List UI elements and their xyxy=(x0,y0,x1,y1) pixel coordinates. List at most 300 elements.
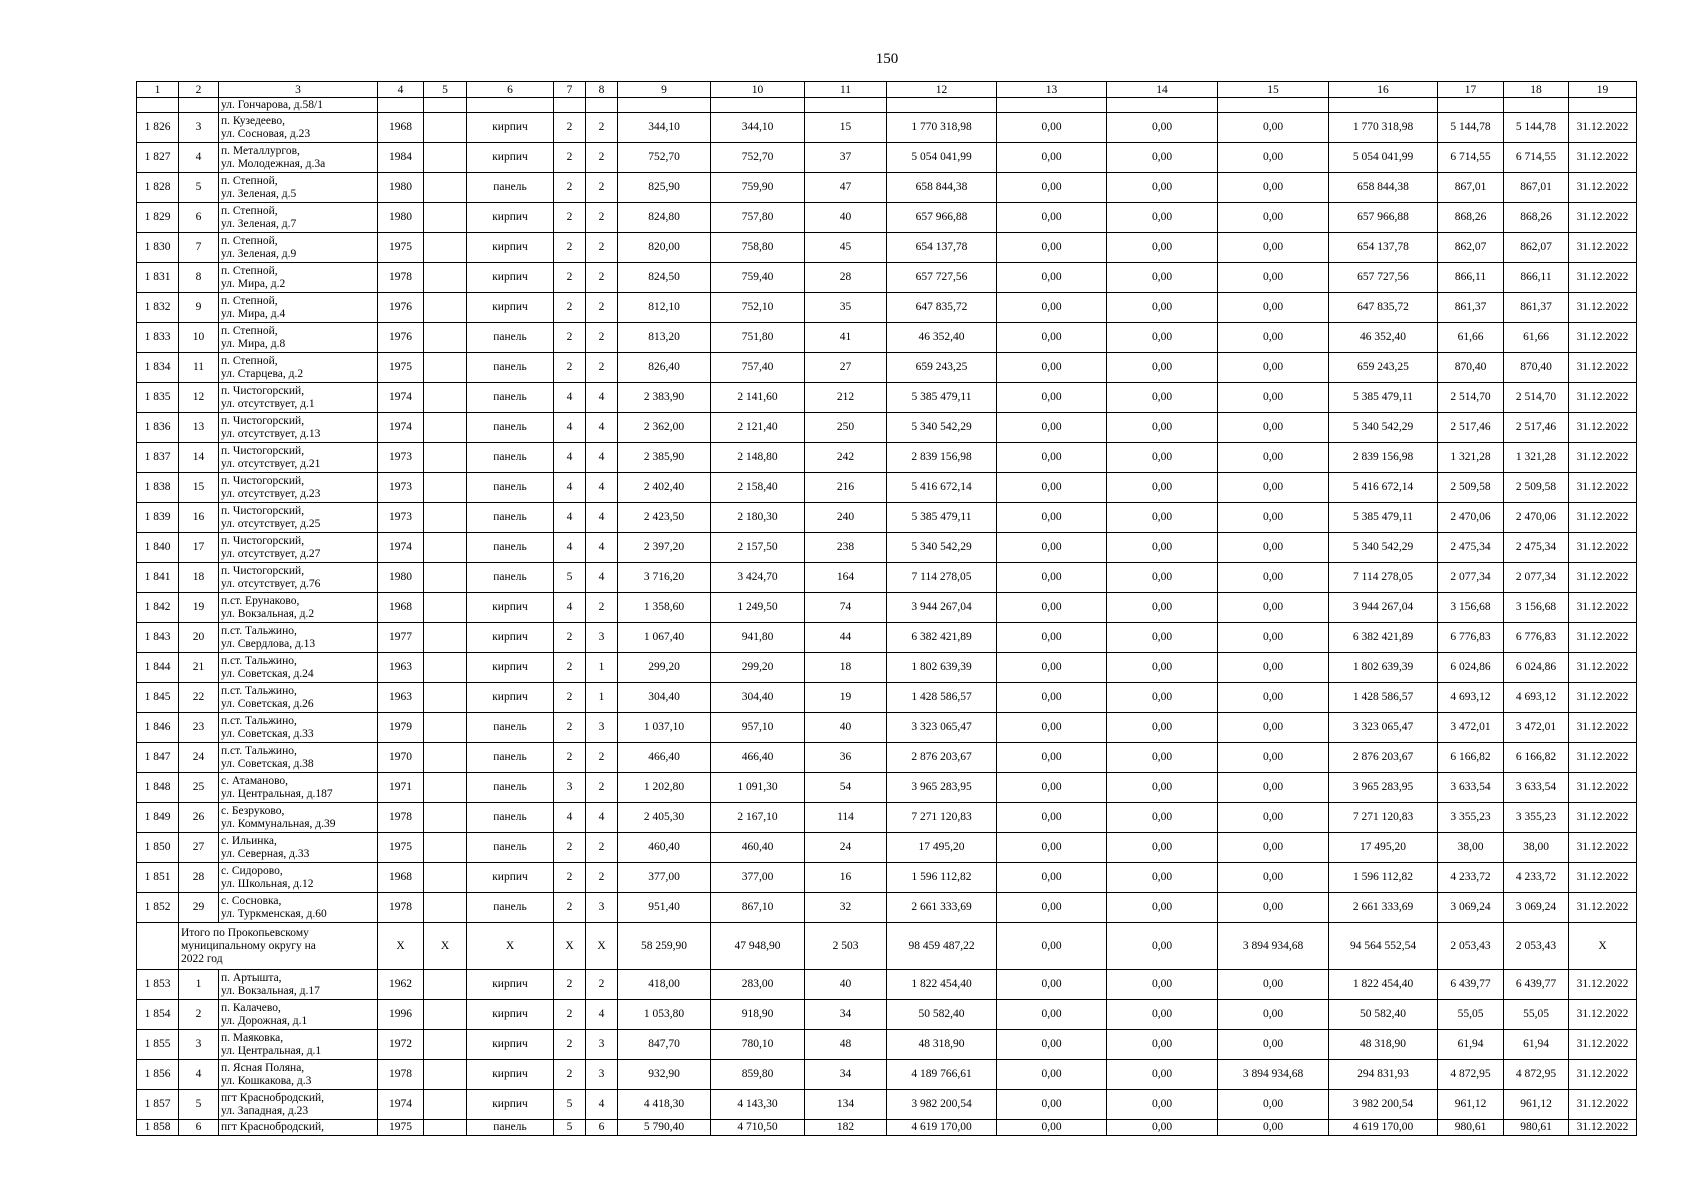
table-cell: 11 xyxy=(179,353,219,383)
table-cell: 2 839 156,98 xyxy=(1329,443,1438,473)
table-cell: 1 850 xyxy=(137,833,179,863)
table-cell: 17 xyxy=(179,533,219,563)
table-cell: 0,00 xyxy=(997,173,1107,203)
table-cell: 6 xyxy=(179,203,219,233)
total-cell: 58 259,90 xyxy=(618,923,711,970)
table-cell: 0,00 xyxy=(997,863,1107,893)
table-cell: 4 xyxy=(586,1090,618,1120)
address-line: ул. Советская, д.38 xyxy=(221,757,314,770)
table-row xyxy=(137,773,1637,803)
table-cell: 4 xyxy=(586,473,618,503)
table-cell: 2 517,46 xyxy=(1504,413,1569,443)
table-cell: 0,00 xyxy=(1218,443,1329,473)
table-cell: 0,00 xyxy=(1107,803,1218,833)
table-cell: 1 828 xyxy=(137,173,179,203)
table-cell: кирпич xyxy=(467,593,554,623)
address-line: ул. Дорожная, д.1 xyxy=(221,1014,308,1027)
column-number-cell: 13 xyxy=(997,82,1107,98)
empty-cell xyxy=(467,98,554,113)
table-cell: 2 xyxy=(554,653,586,683)
table-cell: 1984 xyxy=(378,143,424,173)
address-cell xyxy=(219,893,378,923)
table-cell: 2 xyxy=(554,833,586,863)
table-cell: 10 xyxy=(179,323,219,353)
table-cell: 31.12.2022 xyxy=(1569,833,1637,863)
table-cell: 27 xyxy=(179,833,219,863)
table-cell: панель xyxy=(467,1120,554,1136)
table-cell: 1 853 xyxy=(137,970,179,1000)
table-cell: 1978 xyxy=(378,1060,424,1090)
empty-cell xyxy=(887,98,997,113)
table-cell: 758,80 xyxy=(711,233,805,263)
table-cell: 2 402,40 xyxy=(618,473,711,503)
table-cell xyxy=(424,203,467,233)
table-cell: 0,00 xyxy=(1218,863,1329,893)
address-cell xyxy=(219,773,378,803)
table-cell: 759,90 xyxy=(711,173,805,203)
table-cell: 31.12.2022 xyxy=(1569,593,1637,623)
table-cell: 867,10 xyxy=(711,893,805,923)
table-cell: 4 xyxy=(554,533,586,563)
table-cell: 2 514,70 xyxy=(1504,383,1569,413)
table-cell: 37 xyxy=(805,143,887,173)
table-cell: 1 833 xyxy=(137,323,179,353)
table-cell: 2 xyxy=(586,353,618,383)
table-cell: 4 xyxy=(554,593,586,623)
table-cell: 2 158,40 xyxy=(711,473,805,503)
table-cell: 1 840 xyxy=(137,533,179,563)
table-cell: 1 835 xyxy=(137,383,179,413)
table-cell: 2 xyxy=(554,353,586,383)
table-cell: 3 323 065,47 xyxy=(1329,713,1438,743)
address-cell xyxy=(219,503,378,533)
table-cell: 31.12.2022 xyxy=(1569,713,1637,743)
table-cell: 4 xyxy=(554,503,586,533)
address-cell xyxy=(219,1120,378,1136)
table-cell: 41 xyxy=(805,323,887,353)
table-cell: 951,40 xyxy=(618,893,711,923)
table-cell: 46 352,40 xyxy=(1329,323,1438,353)
address-line: ул. Зеленая, д.5 xyxy=(221,187,297,200)
address-cell xyxy=(219,970,378,1000)
table-cell: 2 xyxy=(554,233,586,263)
table-cell: 654 137,78 xyxy=(887,233,997,263)
table-cell: 31.12.2022 xyxy=(1569,653,1637,683)
table-cell: 5 xyxy=(554,1120,586,1136)
table-cell: 0,00 xyxy=(1107,713,1218,743)
table-cell: 3 156,68 xyxy=(1504,593,1569,623)
table-cell: 2 xyxy=(586,323,618,353)
table-cell: 2 362,00 xyxy=(618,413,711,443)
address-line: ул. отсутствует, д.1 xyxy=(221,397,315,410)
table-cell: 867,01 xyxy=(1504,173,1569,203)
table-cell: 6 776,83 xyxy=(1504,623,1569,653)
table-cell: 1 822 454,40 xyxy=(1329,970,1438,1000)
table-cell: 1972 xyxy=(378,1030,424,1060)
address-line: ул. Гончарова, д.58/1 xyxy=(221,98,323,111)
table-cell: 1 844 xyxy=(137,653,179,683)
table-cell: 5 385 479,11 xyxy=(887,503,997,533)
table-cell: 31.12.2022 xyxy=(1569,683,1637,713)
table-cell: 0,00 xyxy=(997,293,1107,323)
table-cell: 50 582,40 xyxy=(1329,1000,1438,1030)
table-cell: 13 xyxy=(179,413,219,443)
table-cell: 2 509,58 xyxy=(1438,473,1504,503)
table-cell: 0,00 xyxy=(1218,893,1329,923)
table-cell: 1 848 xyxy=(137,773,179,803)
table-cell: панель xyxy=(467,443,554,473)
table-row xyxy=(137,443,1637,473)
table-cell: 3 965 283,95 xyxy=(1329,773,1438,803)
table-cell: 0,00 xyxy=(1107,1060,1218,1090)
table-cell: 4 xyxy=(179,1060,219,1090)
table-cell: 0,00 xyxy=(1107,683,1218,713)
table-cell: 32 xyxy=(805,893,887,923)
address-line: п. Чистогорский, xyxy=(221,474,305,487)
table-cell: 1 xyxy=(586,683,618,713)
table-cell: 0,00 xyxy=(1107,233,1218,263)
table-row xyxy=(137,293,1637,323)
table-cell: 48 318,90 xyxy=(1329,1030,1438,1060)
table-cell: 757,40 xyxy=(711,353,805,383)
table-cell: 17 495,20 xyxy=(887,833,997,863)
address-line: ул. отсутствует, д.27 xyxy=(221,547,321,560)
page-number: 150 xyxy=(875,51,899,67)
table-cell: 6 xyxy=(179,1120,219,1136)
table-cell xyxy=(424,1120,467,1136)
table-cell: кирпич xyxy=(467,263,554,293)
column-number-cell: 14 xyxy=(1107,82,1218,98)
address-cell xyxy=(219,1090,378,1120)
total-cell: 0,00 xyxy=(997,923,1107,970)
table-cell: 45 xyxy=(805,233,887,263)
table-cell: 2 876 203,67 xyxy=(1329,743,1438,773)
address-cell xyxy=(219,113,378,143)
table-cell: 48 318,90 xyxy=(887,1030,997,1060)
table-cell: 820,00 xyxy=(618,233,711,263)
table-cell: 0,00 xyxy=(1218,833,1329,863)
table-cell: 2 xyxy=(554,173,586,203)
table-cell: кирпич xyxy=(467,143,554,173)
table-cell: 1 249,50 xyxy=(711,593,805,623)
table-cell: 2 423,50 xyxy=(618,503,711,533)
address-line: п. Степной, xyxy=(221,354,278,367)
table-cell: 1975 xyxy=(378,233,424,263)
table-cell: 14 xyxy=(179,443,219,473)
table-cell: 6 382 421,89 xyxy=(1329,623,1438,653)
table-cell: 0,00 xyxy=(997,443,1107,473)
address-line: п. Чистогорский, xyxy=(221,384,305,397)
address-line: ул. Коммунальная, д.39 xyxy=(221,817,336,830)
address-line: ул. Кошкакова, д.3 xyxy=(221,1074,312,1087)
address-cell xyxy=(219,263,378,293)
table-row xyxy=(137,98,1637,113)
table-cell: 1 834 xyxy=(137,353,179,383)
table-cell: панель xyxy=(467,353,554,383)
table-cell: 825,90 xyxy=(618,173,711,203)
table-cell: 980,61 xyxy=(1438,1120,1504,1136)
table-cell: 2 xyxy=(554,263,586,293)
table-cell xyxy=(424,353,467,383)
total-cell: X xyxy=(424,923,467,970)
table-row xyxy=(137,503,1637,533)
address-line: ул. Сосновая, д.23 xyxy=(221,127,311,140)
table-cell: 1 855 xyxy=(137,1030,179,1060)
table-cell: 18 xyxy=(805,653,887,683)
column-number-cell: 4 xyxy=(378,82,424,98)
table-row xyxy=(137,533,1637,563)
table-cell: 4 xyxy=(554,413,586,443)
table-cell: кирпич xyxy=(467,1030,554,1060)
table-cell xyxy=(424,970,467,1000)
table-cell: 1975 xyxy=(378,833,424,863)
table-cell: 1 847 xyxy=(137,743,179,773)
table-cell: 0,00 xyxy=(1218,593,1329,623)
table-cell: 28 xyxy=(179,863,219,893)
address-cell xyxy=(219,743,378,773)
table-cell: 2 xyxy=(586,263,618,293)
housing-register-table xyxy=(136,81,1637,1136)
table-cell: 1980 xyxy=(378,173,424,203)
table-cell xyxy=(424,113,467,143)
column-number-cell: 15 xyxy=(1218,82,1329,98)
table-row xyxy=(137,353,1637,383)
column-number-cell: 16 xyxy=(1329,82,1438,98)
empty-cell xyxy=(554,98,586,113)
table-cell: 2 405,30 xyxy=(618,803,711,833)
table-cell: 238 xyxy=(805,533,887,563)
table-cell: 2 180,30 xyxy=(711,503,805,533)
table-cell: 0,00 xyxy=(1107,323,1218,353)
table-row xyxy=(137,173,1637,203)
table-cell xyxy=(424,473,467,503)
address-cell xyxy=(219,203,378,233)
table-row xyxy=(137,383,1637,413)
table-cell: 1976 xyxy=(378,323,424,353)
table-cell: 0,00 xyxy=(1107,353,1218,383)
table-cell: 0,00 xyxy=(1218,233,1329,263)
empty-cell xyxy=(137,98,179,113)
column-number-cell: 3 xyxy=(219,82,378,98)
table-cell: 0,00 xyxy=(1218,1120,1329,1136)
address-cell xyxy=(219,413,378,443)
table-cell xyxy=(424,713,467,743)
table-cell xyxy=(424,563,467,593)
table-cell: 2 xyxy=(586,173,618,203)
table-cell: 6 166,82 xyxy=(1504,743,1569,773)
address-cell xyxy=(219,293,378,323)
empty-cell xyxy=(711,98,805,113)
address-line: ул. Центральная, д.1 xyxy=(221,1044,322,1057)
table-cell: 2 xyxy=(586,743,618,773)
table-cell: 847,70 xyxy=(618,1030,711,1060)
address-line: п.ст. Тальжино, xyxy=(221,684,297,697)
table-cell: 867,01 xyxy=(1438,173,1504,203)
table-cell: 0,00 xyxy=(1218,173,1329,203)
table-cell xyxy=(424,653,467,683)
address-line: п. Степной, xyxy=(221,324,278,337)
table-row xyxy=(137,563,1637,593)
table-cell: 1 849 xyxy=(137,803,179,833)
table-cell: 0,00 xyxy=(1107,413,1218,443)
table-cell: 868,26 xyxy=(1438,203,1504,233)
table-cell: 0,00 xyxy=(997,713,1107,743)
table-cell: 0,00 xyxy=(1107,743,1218,773)
table-cell: 1 845 xyxy=(137,683,179,713)
table-cell: 0,00 xyxy=(1107,653,1218,683)
table-cell: 2 xyxy=(554,113,586,143)
table-cell: 0,00 xyxy=(997,413,1107,443)
table-cell: 0,00 xyxy=(1107,623,1218,653)
table-cell: 5 054 041,99 xyxy=(1329,143,1438,173)
table-cell: 0,00 xyxy=(1107,503,1218,533)
table-cell: 2 383,90 xyxy=(618,383,711,413)
address-line: п.ст. Тальжино, xyxy=(221,744,297,757)
table-cell: 28 xyxy=(805,263,887,293)
table-cell: 3 xyxy=(586,893,618,923)
table-cell: 61,66 xyxy=(1438,323,1504,353)
table-row xyxy=(137,143,1637,173)
table-cell xyxy=(424,1090,467,1120)
table-cell: 31.12.2022 xyxy=(1569,173,1637,203)
column-number-cell: 12 xyxy=(887,82,997,98)
table-cell: 659 243,25 xyxy=(1329,353,1438,383)
table-cell: 31.12.2022 xyxy=(1569,803,1637,833)
address-line: п.ст. Тальжино, xyxy=(221,714,297,727)
address-line: ул. Зеленая, д.7 xyxy=(221,217,297,230)
table-cell: 3 069,24 xyxy=(1438,893,1504,923)
table-row xyxy=(137,203,1637,233)
address-cell xyxy=(219,713,378,743)
table-cell: 1 321,28 xyxy=(1504,443,1569,473)
table-cell: 31.12.2022 xyxy=(1569,773,1637,803)
table-cell: 752,70 xyxy=(711,143,805,173)
table-cell: кирпич xyxy=(467,113,554,143)
table-cell: 1 802 639,39 xyxy=(1329,653,1438,683)
table-cell: 862,07 xyxy=(1504,233,1569,263)
column-number-cell: 19 xyxy=(1569,82,1637,98)
table-cell: 2 xyxy=(586,863,618,893)
table-cell: 26 xyxy=(179,803,219,833)
table-cell: 1 858 xyxy=(137,1120,179,1136)
table-row xyxy=(137,233,1637,263)
table-cell: 1 857 xyxy=(137,1090,179,1120)
table-cell: 647 835,72 xyxy=(887,293,997,323)
table-cell: 0,00 xyxy=(1107,893,1218,923)
table-cell: 0,00 xyxy=(1107,383,1218,413)
table-cell: 1 321,28 xyxy=(1438,443,1504,473)
table-cell: 31.12.2022 xyxy=(1569,533,1637,563)
table-cell: 55,05 xyxy=(1438,1000,1504,1030)
table-cell: 4 xyxy=(586,413,618,443)
table-cell: 0,00 xyxy=(1218,263,1329,293)
table-cell: 2 xyxy=(554,970,586,1000)
address-cell xyxy=(219,98,378,113)
table-cell: 4 872,95 xyxy=(1504,1060,1569,1090)
table-cell: кирпич xyxy=(467,233,554,263)
table-cell: 4 693,12 xyxy=(1504,683,1569,713)
table-cell: 1 836 xyxy=(137,413,179,443)
table-cell: 1 067,40 xyxy=(618,623,711,653)
table-cell: 0,00 xyxy=(997,203,1107,233)
table-cell: 0,00 xyxy=(997,1030,1107,1060)
table-row xyxy=(137,1000,1637,1030)
table-cell: 3 xyxy=(586,1060,618,1090)
table-cell: 1974 xyxy=(378,1090,424,1120)
table-cell: 870,40 xyxy=(1438,353,1504,383)
table-cell: 216 xyxy=(805,473,887,503)
table-row xyxy=(137,1120,1637,1136)
table-cell: 1 838 xyxy=(137,473,179,503)
address-line: п. Чистогорский, xyxy=(221,564,305,577)
table-cell: 31.12.2022 xyxy=(1569,473,1637,503)
address-cell xyxy=(219,1000,378,1030)
table-row xyxy=(137,833,1637,863)
table-cell: 31.12.2022 xyxy=(1569,1090,1637,1120)
table-cell: 16 xyxy=(805,863,887,893)
address-line: п. Артышта, xyxy=(221,971,282,984)
table-cell: 12 xyxy=(179,383,219,413)
table-cell: 658 844,38 xyxy=(1329,173,1438,203)
table-cell: 5 340 542,29 xyxy=(887,413,997,443)
table-cell: кирпич xyxy=(467,1090,554,1120)
table-cell: 2 xyxy=(554,203,586,233)
column-number-cell: 10 xyxy=(711,82,805,98)
table-cell: 24 xyxy=(805,833,887,863)
table-cell xyxy=(424,443,467,473)
table-cell: 1 826 xyxy=(137,113,179,143)
table-cell: 757,80 xyxy=(711,203,805,233)
table-cell: 25 xyxy=(179,773,219,803)
table-cell: 1974 xyxy=(378,533,424,563)
table-cell: 0,00 xyxy=(1107,203,1218,233)
table-cell: 29 xyxy=(179,893,219,923)
table-cell: 980,61 xyxy=(1504,1120,1569,1136)
table-cell xyxy=(424,1060,467,1090)
table-cell: 47 xyxy=(805,173,887,203)
table-cell: 657 966,88 xyxy=(1329,203,1438,233)
table-cell: 1 xyxy=(179,970,219,1000)
table-cell: 377,00 xyxy=(711,863,805,893)
table-cell xyxy=(424,773,467,803)
table-cell: 2 xyxy=(586,233,618,263)
empty-cell xyxy=(179,98,219,113)
table-cell: 0,00 xyxy=(997,1120,1107,1136)
address-line: ул. Северная, д.33 xyxy=(221,847,310,860)
table-cell: 1963 xyxy=(378,653,424,683)
table-cell: 5 xyxy=(554,563,586,593)
table-cell: 304,40 xyxy=(618,683,711,713)
table-cell: 27 xyxy=(805,353,887,383)
table-cell: 0,00 xyxy=(1218,563,1329,593)
address-line: ул. отсутствует, д.76 xyxy=(221,577,321,590)
table-cell: 61,94 xyxy=(1504,1030,1569,1060)
table-cell: 0,00 xyxy=(997,623,1107,653)
address-line: ул. Советская, д.24 xyxy=(221,667,314,680)
table-cell: 4 143,30 xyxy=(711,1090,805,1120)
address-cell xyxy=(219,863,378,893)
table-cell: 5 340 542,29 xyxy=(1329,533,1438,563)
table-cell xyxy=(424,533,467,563)
table-cell: 5 144,78 xyxy=(1438,113,1504,143)
table-cell: 3 424,70 xyxy=(711,563,805,593)
table-cell: 4 693,12 xyxy=(1438,683,1504,713)
table-cell: 4 xyxy=(554,473,586,503)
table-cell: 5 416 672,14 xyxy=(1329,473,1438,503)
column-number-cell: 2 xyxy=(179,82,219,98)
table-cell xyxy=(424,623,467,653)
table-cell: 0,00 xyxy=(997,263,1107,293)
